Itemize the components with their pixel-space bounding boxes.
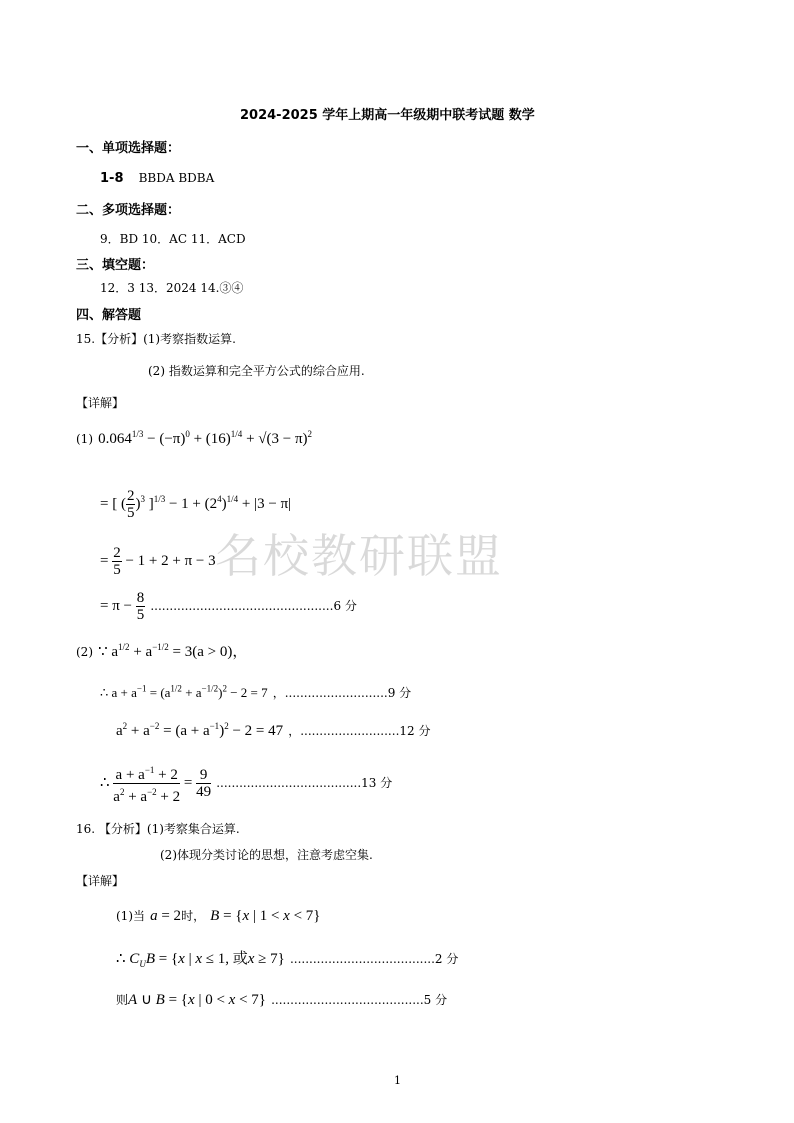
q15-step-3: = π − $\frac{8}{5}$ ................................................6 分: [100, 590, 357, 623]
answer-list: BBDA BDBA: [138, 171, 215, 185]
score-6: ................................................6 分: [150, 598, 357, 613]
score-2: ......................................2 分: [289, 952, 459, 966]
page-title: 2024-2025 学年上期高一年级期中联考试题 数学: [240, 108, 535, 123]
q16-detail-label: 【详解】: [76, 874, 125, 888]
q16-line1-prefix: (1)当: [116, 909, 145, 923]
q15-step-2: = $\frac{2}{5}$ − 1 + 2 + π − 3: [100, 545, 216, 578]
q16-line3-prefix: 则: [116, 993, 129, 1007]
q15-part2-given: (2) ∵ $a^{1/2} + a^{-1/2} = 3(a > 0)$，: [76, 642, 248, 660]
q15-part2-step-2: $a^2 + a^{-2} = (a + a^{-1})^2 - 2 = 47$ ，..........................12 分: [116, 721, 431, 739]
multi-choice-answers: 9．BD 10．AC 11．ACD: [100, 232, 246, 246]
q16-analysis-1: 16. 【分析】(1)考察集合运算.: [76, 822, 240, 836]
part-label: (2): [76, 645, 93, 659]
score-5: ........................................5 分: [271, 993, 448, 1007]
single-choice-answers: [100, 167, 214, 186]
q16-line-1: (1)当 a = 2时， B = {x | 1 < x < 7}: [116, 908, 321, 924]
q15-part1-expression: (1) $0.064^{1/3} - (-\pi)^0 + (16)^{1/4} + √(3 - \pi)^2$: [76, 429, 313, 447]
score-12: ，..........................12 分: [288, 724, 431, 738]
fill-blank-answers: 12．3 13．2024 14.③④: [100, 281, 244, 295]
q15-part2-step-1: ∴ $a + a^{-1} = (a^{1/2} + a^{-1/2})^2 - 2 = 7$ ，...........................9 分: [100, 683, 412, 700]
part-label: (1): [76, 432, 93, 446]
score-9: ，...........................9 分: [272, 686, 412, 700]
q15-detail-label: 【详解】: [76, 396, 125, 410]
section-heading-multi-choice: 二、多项选择题：: [76, 203, 181, 218]
q15-analysis-1: 15.【分析】(1)考察指数运算.: [76, 332, 236, 346]
q15-analysis-2: (2) 指数运算和完全平方公式的综合应用.: [148, 364, 365, 378]
q15-step-1: = [ ( $\frac{2}{5}$ )$^3$ ]$^{1/3} - 1 + (2^4)^{1/4} + |3 - \pi|$: [100, 488, 292, 521]
section-heading-fill-blank: 三、填空题：: [76, 258, 155, 273]
section-heading-answers: 四、解答题: [76, 308, 142, 323]
q16-line-2: ∴ $C_UB = \{x$ | x ≤ 1, 或x ≥ 7} ......................................2 分: [116, 951, 459, 969]
section-heading-single-choice: 一、单项选择题：: [76, 141, 181, 156]
q15-part2-step-3: ∴ $\frac{a + a^{-1} + 2}{a^2 + a^{-2} + 2}$ = $\frac{9}{49}$ ......................................13 分: [100, 762, 392, 805]
watermark: 名校教研联盟: [215, 529, 503, 583]
answer-range: 1-8: [100, 171, 124, 186]
q16-line1-mid: 时，: [181, 909, 206, 923]
q16-analysis-2: (2)体现分类讨论的思想，注意考虑空集.: [160, 848, 373, 862]
page-number: 1: [394, 1074, 401, 1087]
score-13: ......................................13 分: [216, 775, 393, 790]
q16-line-3: 则A ∪ B = {x | 0 < x < 7} ........................................5 分: [116, 992, 448, 1008]
